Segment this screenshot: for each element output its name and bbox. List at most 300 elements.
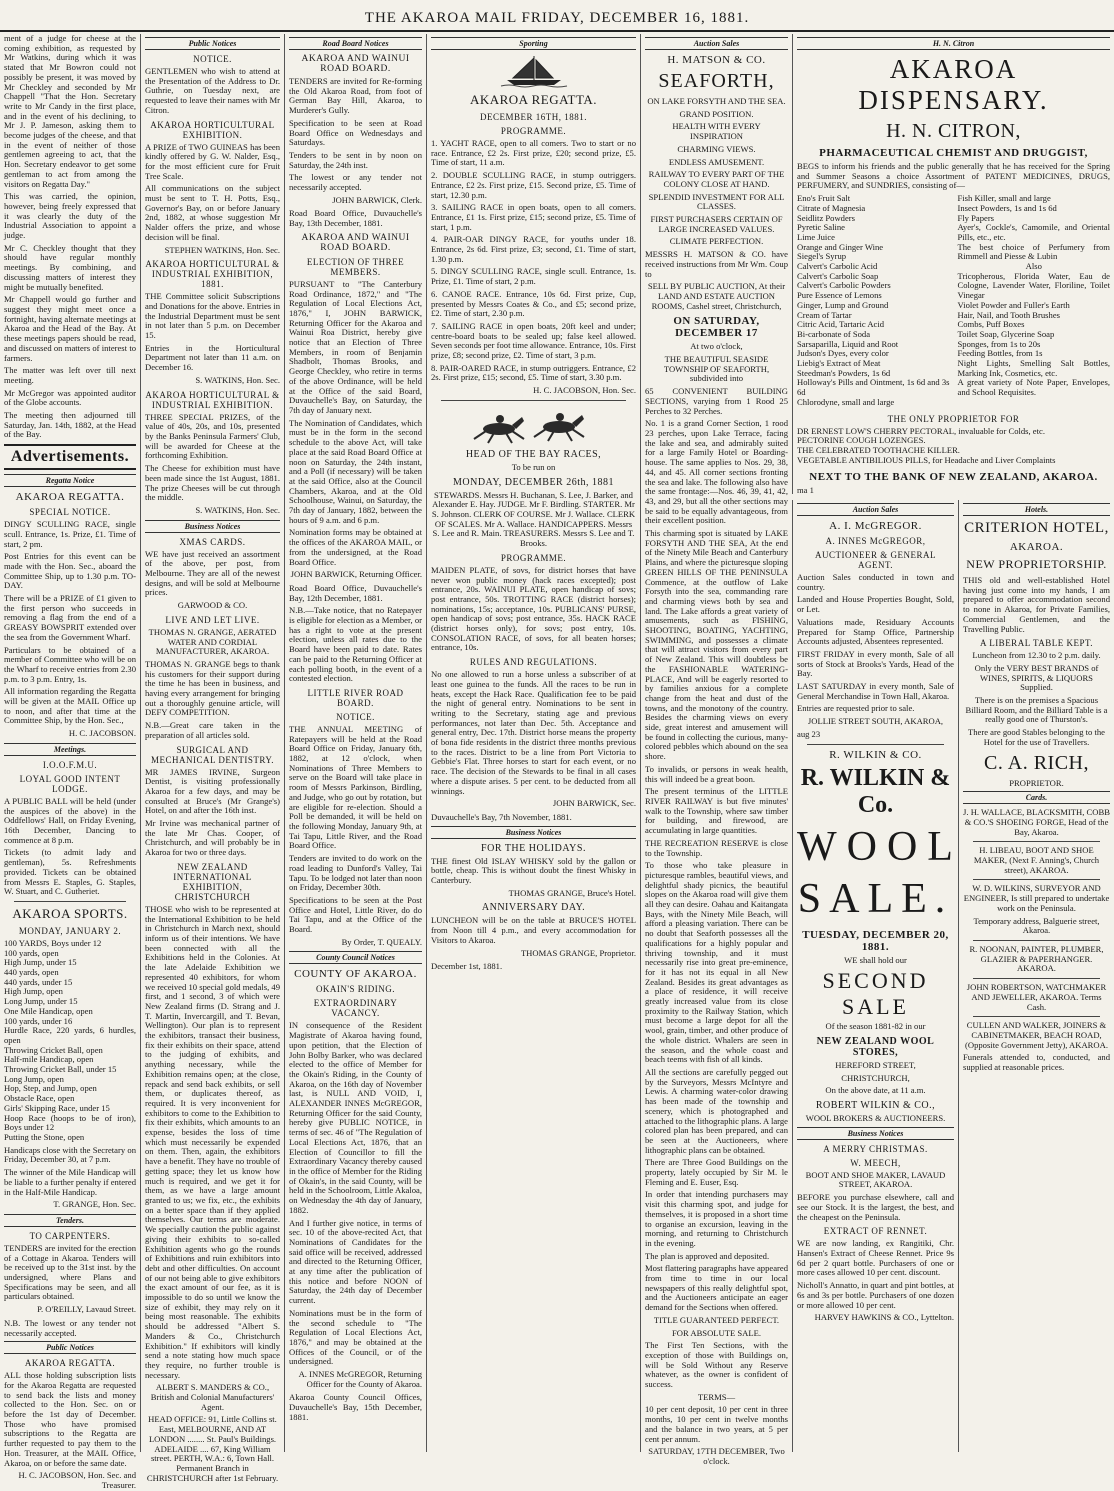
ad-title: H. N. CITRON,: [886, 120, 1021, 142]
list-item: Judson's Dyes, every color: [797, 348, 889, 359]
list-item: Ayer's, Cockle's, Camomile, and Oriental Pills, etc., etc.: [957, 222, 1110, 242]
ad-text: RAILWAY TO EVERY PART OF THE COLONY CLOSE AT HAND.: [648, 169, 785, 189]
divider: [973, 841, 1100, 842]
signature: JOHN BARWICK, Clerk.: [332, 194, 422, 205]
ad-text: SPLENDID INVESTMENT FOR ALL CLASSES.: [648, 191, 785, 212]
ad-text: Road Board Office, Duvauchelle's Bay, 12th December, 1881.: [289, 582, 422, 603]
section-header: Sporting: [431, 37, 636, 50]
signature: JOHN BARWICK, Returning Officer.: [290, 569, 422, 580]
ad-text: Nicholl's Annatto, in quart and pint bottles, at 6s and 3s per bottle. Purchasers of one dozen or more allowed 10 per cent.: [797, 1280, 954, 1310]
ad-subtitle: SPECIAL NOTICE.: [29, 507, 111, 518]
ad-subtitle: NOTICE.: [336, 711, 375, 722]
signature: P. O'REILLY, Lavaud Street.: [37, 1304, 136, 1315]
ad-text: Tenders to be sent in by noon on Saturday, the 24th inst.: [289, 149, 422, 170]
divider: [973, 879, 1100, 880]
ad-text: Most flattering paragraphs have appeared from time to time in our local newspapers of this really delightful spot, and the Auctioneers anticipate an eager demand for the Sections when offered.: [645, 1263, 788, 1313]
list-item: Ginger, Lump and Ground: [797, 299, 889, 310]
ad-text: Duvauchelle's Bay, 7th November, 1881.: [431, 811, 572, 822]
ad-text: To those who take pleasure in picturesque rambles, beautiful views, and delightful shady picnics, the beautiful slopes on the Akaroa road will give them all they can desire. Oahau and Kaitangata Bays, with the Ninety Mile Beach, will afford a pleasing variation. There can be no doubt that Seaforth possesses all the qualifications for a highly popular and thriving township, and it must necessarily rise into great pre-eminence, for it has not its equal in all New Zealand. Besides its great advantages as a place of residence, it will receive greatly increased value from its close proximity to the Railway Station, which must become a large depot for all the wool, grain, timber, and other produce of the whole district. Whalers are seen in the season, and the whole coast and beach teems with fish of all kinds.: [645, 860, 788, 1065]
list-item: 440 yards, open: [4, 967, 59, 978]
section-header: Road Board Notices: [289, 37, 422, 50]
list-item: Combs, Puff Boxes: [957, 319, 1025, 330]
ad-text: BOOT AND SHOE MAKER, LAVAUD STREET, AKAROA.: [805, 1169, 946, 1190]
ad-text: Nomination forms may be obtained at the offices of the AKAROA MAIL, or from the undersigned, at the Road Board Office.: [289, 527, 422, 567]
ad-headline: SALE.: [797, 875, 954, 922]
ad-text: CLIMATE PERFECTION.: [669, 236, 764, 247]
business-card: W. D. WILKINS, SURVEYOR AND ENGINEER, Is still prepared to undertake work on the Peninsula.: [963, 883, 1110, 913]
ad-text: There will be a PRIZE of £1 given to the first person who succeeds in removing a flag from the end of a GREASY BOWSPRIT extended over the sea from the Government Wharf.: [4, 593, 136, 642]
column-7: [792, 500, 963, 1452]
ad-text: THIS old and well-established Hotel having just come into my hands, I am prepared to offer accommodation second to none in Akaroa, for Private Families, Commercial Gentlemen, and the Travelling Public.: [963, 575, 1110, 634]
ad-subtitle: ROBERT WILKIN & CO.,: [815, 1100, 936, 1112]
ad-subtitle: THOMAS N. GRANGE, AERATED WATER AND CORDIAL MANUFACTURER, AKAROA.: [148, 626, 277, 657]
ad-text: There are good Stables belonging to the Hotel for the use of Travellers.: [968, 727, 1105, 747]
ad-text: And I further give notice, in terms of sec. 10 of the above-recited Act, that Nominations of Candidates for the said office will be received, addressed and directed to the Returning Officer, at any time after the publication of this notice and before NOON of Saturday, the 24th day of December current.: [289, 1217, 422, 1306]
business-card: CULLEN AND WALKER, JOINERS & CABINETMAKER, BEACH ROAD, (Opposite Government Jetty), AKAROA.: [965, 1020, 1108, 1050]
list-item: Citric Acid, Tartaric Acid: [797, 319, 885, 330]
list-item: Half-mile Handicap, open: [4, 1054, 94, 1065]
signature: GARWOOD & CO.: [177, 600, 248, 611]
article-paragraph: The meeting then adjourned till Saturday, Jan. 14th, 1882, at the Head of the Bay.: [4, 410, 136, 440]
divider: [973, 978, 1100, 979]
list-item: Hoop Race (hoops to be of iron), Boys under 12: [4, 1112, 136, 1133]
ad-subtitle: PHARMACEUTICAL CHEMIST AND DRUGGIST,: [819, 147, 1088, 159]
article-paragraph: Mr Chappell would go further and suggest they might meet once a fortnight, having alternate meetings at Akaroa and the Head of the Bay. At these meetings papers should be read, and discussed on matters of interest to farmers.: [4, 294, 136, 363]
ad-text: DR ERNEST LOW'S CHERRY PECTORAL, invaluable for Colds, etc.: [797, 425, 1045, 436]
list-item: Calvert's Carbolic Soap: [797, 270, 879, 281]
ad-title: COUNTY OF AKAROA.: [294, 968, 417, 981]
ad-text: ON LAKE FORSYTH AND THE SEA.: [647, 96, 786, 106]
section-header: Business Notices: [797, 1127, 954, 1140]
ad-text: There are Three Good Buildings on the property, lately occupied by Sir M. le Fleming and E. Euser, Esq.: [645, 1157, 788, 1187]
ad-text: THOMAS N. GRANGE begs to thank his customers for their support during the time he has been in business, and having every arrangement for bringing out a thoroughly genuine article, will DEFY COMPETITION.: [145, 658, 280, 718]
ad-headline: WOOL: [797, 823, 963, 870]
ad-subtitle: EXTRAORDINARY VACANCY.: [313, 998, 398, 1019]
product-list-right: [958, 194, 1111, 407]
article-paragraph: Mr C. Checkley thought that they should have regular monthly meetings. By combining, and discussing matters of interest they might be mutually benefited.: [4, 242, 136, 292]
section-header: Business Notices: [145, 520, 280, 533]
ad-title: H. MATSON & CO.: [667, 54, 766, 66]
ad-text: THE Committee solicit Subscriptions and Donations for the above. Entries in the Industrial Department must be sent in not later than 5 p.m. on December 15.: [145, 291, 280, 341]
list-item: Siegel's Syrup: [797, 251, 847, 262]
list-item: Girls' Skipping Race, under 15: [4, 1102, 110, 1113]
list-item: Citrate of Magnesia: [797, 202, 866, 213]
ad-text: Particulars to be obtained of a member of Committee who will be on the Wharf to receive entries from 2.30 p.m. to 3 p.m. Entry, 1s.: [4, 644, 136, 684]
column-1: [0, 33, 140, 1490]
ad-title: AKAROA HORTICULTURAL EXHIBITION.: [150, 119, 275, 140]
list-item: 440 yards, under 15: [4, 976, 73, 987]
ad-text: At two o'clock,: [690, 341, 743, 352]
ad-text: FIRST FRIDAY in every month, Sale of all sorts of Stock at Brooks's Yards, Head of the Bay.: [797, 648, 954, 679]
list-item: Calvert's Carbolic Powders: [797, 280, 891, 291]
list-item: Steedman's Powders, 1s 6d: [797, 367, 891, 378]
ad-title: LITTLE RIVER ROAD BOARD.: [307, 687, 404, 708]
ad-text: 10 per cent deposit, 10 per cent in three months, 10 per cent in twelve months and the balance in two years, at 5 per cent per annum.: [645, 1404, 788, 1444]
ad-headline: ON SATURDAY, DECEMBER 17: [673, 315, 760, 340]
ad-text: aug 23: [797, 728, 821, 739]
ad-text: Entries are requested prior to sale.: [797, 703, 915, 714]
masthead: [0, 0, 1114, 32]
ad-text: WE shall hold our: [844, 954, 907, 965]
ad-text: All information regarding the Regatta will be given at the MAIL Office up to noon, and after that time at the Committee Ship, by the Hon. Sec.,: [4, 686, 136, 726]
ad-title: FOR THE HOLIDAYS.: [481, 842, 586, 854]
citron-advert: [792, 34, 1114, 494]
product-lists: [797, 194, 1110, 407]
ad-text: MESSRS H. MATSON & CO. have received instructions from Mr Wm. Coup to: [645, 249, 788, 279]
ad-text: FOR ABSOLUTE SALE.: [671, 1327, 762, 1338]
list-item: 2. DOUBLE SCULLING RACE, in stump outriggers. Entrance, £2 2s. First prize, £15. Second prize, £5. Time of start, 12.30 p.m.: [431, 170, 636, 200]
list-item: High Jump, open: [4, 986, 63, 997]
list-item: Tricopherous, Florida Water, Eau de Cologne, Lavender Water, Floriline, Toilet Vinegar: [957, 270, 1110, 301]
ad-subtitle: AKAROA.: [1009, 541, 1064, 553]
ad-text: THE CELEBRATED TOOTHACHE KILLER.: [797, 444, 960, 455]
list-item: Fish Killer, small and large: [957, 193, 1051, 204]
list-item: 8. PAIR-OARED RACE, in stump outriggers. Entrance, £2 2s. First prize, £15; second, £5. Time of start, 3.30 p.m.: [431, 362, 636, 383]
ad-text: The plan is approved and deposited.: [645, 1250, 770, 1261]
list-item: The best choice of Perfumery from Rimmell and Piesse & Lubin: [957, 241, 1110, 262]
list-item: Seidlitz Powders: [797, 212, 856, 223]
article-paragraph: The matter was left over till next meeting.: [4, 365, 136, 385]
list-item: Holloway's Pills and Ointment, 1s 6d and 3s 6d: [797, 377, 950, 398]
column-5: [640, 34, 792, 1466]
ad-title: AKAROA HORTICULTURAL & INDUSTRIAL EXHIBITION.: [145, 389, 280, 410]
article-paragraph: This was carried, the opinion, however, being freely expressed that it was clearly the duty of the Industrial Association to appoint a judge.: [4, 191, 136, 241]
list-item: Pyretic Saline: [797, 222, 845, 233]
ad-text: Only the VERY BEST BRANDS of WINES, SPIRITS, & LIQUORS Supplied.: [974, 662, 1099, 693]
list-item: Throwing Cricket Ball, open: [4, 1044, 103, 1055]
ad-text: Valuations made, Residuary Accounts Prepared for Stamp Office, Partnership Accounts adjusted, Absentees represented.: [797, 616, 954, 647]
ad-text: Of the season 1881-82 in our: [825, 1021, 926, 1032]
ad-text: FIRST PURCHASERS CERTAIN OF LARGE INCREASED VALUES.: [650, 214, 783, 234]
ad-text: No. 1 is a grand Corner Section, 1 rood 23 perches, upon Lake Terrace, facing the lake and sea, and admirably suited for a large Family Hotel or Boarding-house. The same applies to Nos. 29, 38, 44, and 45. All corner sections fronting the sea and lake. The following also have the same frontage:—Nos. 46, 39, 41, 42, 43, and 29, but all the other sections may be said to be equally advantageous, from their excellent position.: [645, 418, 788, 526]
ad-subtitle: MONDAY, JANUARY 2.: [18, 925, 122, 936]
officials-list: STEWARDS. Messrs H. Buchanan, S. Lee, J. Barker, and Alexander E. Hay. JUDGE. Mr F. Birdling. STARTER. Mr S. Johnson. CLERK OF COURSE. Mr J. Wallace. CLERK OF SCALES. Mr A. Wallace. HANDICAPPERS. Messrs S. Lee and R. Main. TREASURERS. Messrs S. Lee and T. Brooks.: [431, 489, 636, 549]
column-3: [284, 34, 426, 1452]
section-header: H. N. Citron: [797, 37, 1110, 50]
ad-text: Entries in the Horticultural Department not later than 11 a.m. on December 16.: [145, 342, 280, 373]
ad-text: The winner of the Mile Handicap will be liable to a further penalty if entered in the Half-Mile Handicap.: [4, 1167, 136, 1197]
ad-text: ENDLESS AMUSEMENT.: [668, 156, 765, 167]
list-item: Throwing Cricket Ball, under 15: [4, 1064, 117, 1075]
ad-text: HEREFORD STREET,: [835, 1059, 916, 1070]
ad-text: BEGS to inform his friends and the public generally that he has received for the Spring and Summer Seasons a choice Assortment of PATENT MEDICINES, DRUGS, PERFUMERY, and SUNDRIES, consisting of—: [797, 161, 1110, 191]
ad-text: THE BEAUTIFUL SEASIDE TOWNSHIP OF SEAFORTH, subdivided into: [663, 354, 770, 384]
list-item: Insect Powders, 1s and 1s 6d: [957, 202, 1057, 213]
ad-text: Nominations must be in the form of the second schedule to "The Regulation of Local Elections Act, 1876," and may be obtained at the Offices of the Council, or of the undersigned.: [289, 1307, 422, 1367]
ad-text: The present terminus of the LITTLE RIVER RAILWAY is but five minutes' walk to the Township, where saw timber for building, and firewood, are accumulating in large quantities.: [645, 786, 788, 836]
list-item: Bi-carbonate of Soda: [797, 328, 871, 339]
list-item: Cream of Tartar: [797, 309, 852, 320]
ad-title: AKAROA REGATTA.: [469, 92, 598, 107]
section-header: Auction Sales: [645, 37, 788, 50]
ad-headline: SEAFORTH,: [658, 70, 775, 92]
ad-text: GRAND POSITION.: [679, 108, 754, 119]
ad-text: Post Entries for this event can be made with the Hon. Sec., aboard the Committee Ship, up to 1.30 p.m. TO-DAY.: [4, 551, 136, 591]
ad-subtitle: A. INNES McGREGOR,: [825, 536, 926, 546]
ad-text: WE have just received an assortment of the above, per post, from Melbourne. They are all of the newest designs, and will be sold at Melbourne prices.: [145, 548, 280, 598]
section-header: Cards.: [963, 791, 1110, 804]
list-item: 6. CANOE RACE. Entrance, 10s 6d. First prize, Cup, presented by Messrs Coates & Co., and £5; second prize, £2. Time of start, 2.30 p.m.: [431, 288, 636, 319]
section-header: Tenders.: [4, 1214, 136, 1227]
ad-text: Road Board Office, Duvauchelle's Bay, 13th December, 1881.: [289, 208, 422, 229]
list-item: Feeding Bottles, from 1s: [957, 348, 1043, 359]
column-4: [426, 34, 640, 1452]
ad-text: BEFORE you purchase elsewhere, call and see our Stock. It is the largest, the best, and the cheapest on the Peninsula.: [797, 1192, 954, 1222]
ad-subtitle: DECEMBER 16TH, 1881.: [479, 112, 587, 122]
list-item: Lime Juice: [797, 231, 835, 242]
ad-text: WE are now landing, ex Rangitiki, Chr. Hansen's Extract of Cheese Rennet. Price 9s 6d per 2 quart bottle. Purchasers of one or more cases allowed 10 per cent. discount.: [797, 1238, 954, 1278]
ad-text: LAST SATURDAY in every month, Sale of General Merchandise in Town Hall, Akaroa.: [797, 681, 954, 701]
list-item: Calvert's Carbolic Acid: [797, 261, 878, 272]
signature: THOMAS GRANGE, Proprietor.: [520, 947, 636, 958]
product-list-left: [797, 194, 950, 407]
list-item: One Mile Handicap, open: [4, 1005, 93, 1016]
list-item: 4. PAIR-OAR DINGY RACE, for youths under 18. Entrance, 2s 6d. First prize, £3; second, £1. Time of start, 1.30 p.m.: [431, 234, 636, 264]
signature: THOMAS GRANGE, Bruce's Hotel.: [508, 887, 636, 898]
column-2: [140, 34, 284, 1483]
ad-text: Specifications to be seen at the Post Office and Hotel, Little River, do do Tai Tapu, and at the Office of the Board.: [289, 894, 422, 935]
ad-title: I.O.O.F.M.U.: [42, 759, 98, 770]
ad-text: THE RECREATION RESERVE is close to the Township.: [645, 837, 788, 858]
ad-text: MR JAMES IRVINE, Surgeon Dentist, is visiting professionally Akaroa for a few days, and may be consulted at Bruce's (Mr Grange's) Hotel, on and after the 16th inst.: [145, 766, 280, 816]
list-item: Also: [1025, 261, 1042, 272]
ad-text: A PRIZE of TWO GUINEAS has been kindly offered by G. W. Nalder, Esq., for the most efficient cure for Fruit Tree Scale.: [145, 141, 280, 181]
ad-title: AKAROA AND WAINUI ROAD BOARD.: [301, 232, 410, 253]
ad-text: DINGY SCULLING RACE, single scull. Entrance, 1s. Prize, £1. Time of start, 2 pm.: [4, 519, 136, 549]
list-item: Violet Powder and Fuller's Earth: [957, 299, 1070, 310]
ad-text: ma 1: [797, 485, 814, 496]
divider: [973, 1016, 1100, 1017]
list-item: Night Lights, Smelling Salt Bottles, Marking Ink, Cosmetics, etc.: [957, 358, 1110, 378]
sailboat-illustration: [499, 54, 569, 88]
ad-text: LUNCHEON will be on the table at BRUCE'S HOTEL from Noon till 4 p.m., and every accommodation for Visitors to Akaroa.: [431, 915, 636, 945]
ad-text: On the above date, at 11 a.m.: [825, 1085, 926, 1096]
ad-title: ANNIVERSARY DAY.: [481, 902, 586, 914]
business-card: R. NOONAN, PAINTER, PLUMBER, GLAZIER & PAPERHANGER. AKAROA.: [969, 943, 1104, 974]
divider: [441, 400, 626, 401]
ad-title: XMAS CARDS.: [179, 536, 246, 547]
ad-text: WOOL BROKERS & AUCTIONEERS.: [805, 1113, 946, 1124]
list-item: Sarsaparilla, Liquid and Root: [797, 338, 899, 349]
ad-text: 65 CONVENIENT BUILDING SECTIONS, varying from 1 Rood 25 Perches to 32 Perches.: [645, 386, 788, 416]
list-item: Long Jump, under 15: [4, 996, 78, 1007]
signature: S. WATKINS, Hon. Sec.: [195, 374, 280, 385]
list-item: High Jump, under 15: [4, 957, 77, 968]
list-item: Long Jump, open: [4, 1073, 64, 1084]
ad-text: Temporary address, Balguerie street, Akaroa.: [973, 915, 1100, 936]
list-item: Toilet Soap, Glycerine Soap: [957, 328, 1055, 339]
ad-text: THREE SPECIAL PRIZES, of the value of 40s, 20s, and 10s, presented by the Banks Peninsula Farmers' Club, will be awarded for Cheese at the forthcoming Exhibition.: [145, 411, 280, 461]
ad-subtitle: A LIBERAL TABLE KEPT.: [979, 638, 1094, 649]
ad-title: CRITERION HOTEL,: [964, 520, 1109, 536]
ad-text: In order that intending purchasers may visit this charming spot, and judge for themselves, it is proposed in a short time to organise an excursion, leaving in the morning, and returning to Christchurch in the evening.: [645, 1189, 788, 1248]
article-paragraph: Mr McGregor was appointed auditor of the Globe accounts.: [4, 387, 136, 408]
signature: A. INNES McGREGOR, Returning Officer for the County of Akaroa.: [298, 1369, 422, 1389]
ad-title: AKAROA HORTICULTURAL & INDUSTRIAL EXHIBITION, 1881.: [145, 259, 280, 290]
ad-text: All the sections are carefully pegged out by the Surveyors, Messrs McIntyre and Lewis. A charming water-color drawing has been made of the township and scenery, which is photographed and attached to the lithographic plans. A large colored plan has been prepared, and can be seen at the Auctioneers, where lithographic plans can be obtained.: [645, 1066, 788, 1155]
ad-text: Specification to be seen at Road Board Office on Wednesdays and Saturdays.: [289, 117, 422, 148]
signature: S. WATKINS, Hon. Sec.: [195, 504, 280, 515]
ad-text: The lowest or any tender not necessarily accepted.: [289, 172, 422, 193]
ad-text: TERMS—: [697, 1391, 736, 1402]
divider: [14, 901, 126, 902]
ad-text: CHRISTCHURCH,: [841, 1072, 910, 1083]
signature: H. C. JACOBSON, Hon. Sec. and Treasurer.: [18, 1470, 136, 1490]
section-header: Meetings.: [4, 743, 136, 756]
ad-text: To invalids, or persons in weak health, this will indeed be a great boon.: [645, 763, 788, 784]
advertisements-heading: Advertisements.: [4, 444, 136, 470]
list-item: Fly Papers: [957, 212, 995, 223]
list-item: A great variety of Note Paper, Envelopes, and School Requisites.: [957, 377, 1110, 398]
ad-text: To be run on: [511, 461, 556, 472]
column-8: [958, 500, 1114, 1452]
ad-title: NOTICE.: [193, 54, 232, 64]
ad-text: PURSUANT to "The Canterbury Road Ordinance, 1872," and "The Regulation of Local Elections Act, 1876," I, JOHN BARWICK, Returning Officer for the Akaroa and Wainui Roa District, hereby give notice that an Election of Three Members, in room of Benjamin Shadbolt, Thomas Brooks, and George Checkley, who retire in terms of the above Ordinance, will be held at the Office of the said Board, Duvauchelle's Bay, on Saturday, the 7th day of January next.: [289, 278, 422, 415]
ad-text: The Nomination of Candidates, which must be in the form in the second schedule to the above Act, will take place at the said Road Board Office at noon on Saturday, the 24th instant, and a Poll (if necessary) will be taken at the said Office, also at the Council Chambers, Akaroa, and at the Old Schoolhouse, Wainui, on Saturday, the 7th day of January, 1882, between the hours of 9 a.m. and 6 p.m.: [289, 417, 422, 525]
ad-title: LIVE AND LET LIVE.: [165, 614, 260, 625]
ad-text: HEALTH WITH EVERY INSPIRATION: [672, 121, 761, 142]
section-header: Public Notices: [4, 1341, 136, 1354]
ad-text: N.B.—Great care taken in the preparation of all articles sold.: [145, 720, 280, 740]
list-item: 1. YACHT RACE, open to all comers. Two to start or no race. Entrance, £2 2s. First prize, £20; second prize, £5. Time of start, 11 a.m.: [431, 138, 636, 168]
list-item: 100 yards, under 16: [4, 1015, 73, 1026]
masthead-title: THE AKAROA MAIL FRIDAY, DECEMBER 16, 1881.: [364, 10, 750, 26]
list-item: Hurdle Race, 220 yards, 6 hurdles, open: [4, 1025, 136, 1045]
events-list: [4, 939, 136, 1143]
ad-title: AKAROA REGATTA.: [24, 1358, 116, 1369]
list-item: Chlorodyne, small and large: [797, 396, 895, 407]
ad-text: N.B. The lowest or any tender not necessarily accepted.: [4, 1317, 136, 1338]
ad-text: Landed and House Properties Bought, Sold, or Let.: [797, 594, 954, 615]
ad-text: The Cheese for exhibition must have been made since the 1st August, 1881. The prize Cheeses will be cut through the middle.: [145, 463, 280, 503]
list-item: Sponges, from 1s to 20s: [957, 338, 1041, 349]
ad-text: Tickets (to admit lady and gentleman), 5s. Refreshments provided. Tickets can be obtained from Messrs E. Staples, G. Staples, W. Stuart, and C. Gutheriet.: [4, 847, 136, 897]
ad-text: THE ANNUAL MEETING of Ratepayers will be held at the Road Board Office on Friday, January 6th, 1882, at 12 o'clock, when Nominations of Three Members to serve on the Board will take place in room of Messrs Parkinson, Birdling, and Judge, who go out by rotation, but are eligible for re-election. Should a Poll be demanded, it will be held on the following Monday, January 9th, at Tai Tapu, Little River, and the Road Board Office.: [289, 723, 422, 851]
business-card: H. LIBEAU, BOOT AND SHOE MAKER, (Next F. Anning's, Church street), AKAROA.: [973, 845, 1100, 875]
signature: T. GRANGE, Hon. Sec.: [53, 1199, 136, 1210]
ad-text: THE finest Old ISLAY WHISKY sold by the gallon or bottle, cheap. This is without doubt the finest Whisky in Canterbury.: [431, 855, 636, 886]
ad-footer: NEXT TO THE BANK OF NEW ZEALAND, AKAROA.: [809, 471, 1098, 484]
ad-title: HEAD OF THE BAY RACES,: [465, 448, 602, 460]
ad-text: Tenders are invited to do work on the road leading to Dunford's Valley, Tai Tapu. To be lodged not later than noon on Friday, December 30th.: [289, 853, 422, 893]
ad-text: N.B.—Take notice, that no Ratepayer is eligible for election as a Member, or has a right to vote at the present election, unless all rates due to the Board have been paid to date. Rates can be paid to the Returning Officer at each polling booth, in the event of a contested election.: [289, 605, 422, 684]
ad-subtitle: NEW ZEALAND WOOL STORES,: [816, 1035, 935, 1058]
ad-text: SATURDAY, 17TH DECEMBER, Two o'clock.: [648, 1446, 785, 1466]
list-item: Putting the Stone, open: [4, 1131, 85, 1142]
ad-text: Funerals attended to, conducted, and supplied at reasonable prices.: [963, 1052, 1110, 1073]
ad-subtitle: W. MEECH,: [850, 1157, 901, 1168]
section-header: Auction Sales: [797, 503, 954, 516]
ad-text: Akaroa County Council Offices, Duvauchelle's Bay, 15th December, 1881.: [289, 1392, 422, 1422]
ad-text: VEGETABLE ANTIBILIOUS PILLS, for Headache and Liver Complaints: [797, 454, 1056, 465]
ad-text: GENTLEMEN who wish to attend at the Presentation of the Address to Dr. Guthrie, on Tuesday next, are requested to leave their names with Mr Citron.: [145, 66, 280, 115]
section-header: Regatta Notice: [4, 474, 136, 487]
list-item: Liebig's Extract of Meat: [797, 358, 881, 369]
ad-subtitle: PROGRAMME.: [500, 552, 567, 563]
ad-subtitle: ALBERT S. MANDERS & CO., British and Colonial Manufacturers' Agent.: [150, 1382, 275, 1412]
ad-text: A PUBLIC BALL will be held (under the auspices of the above) in the Oddfellows' Hall, on Friday Evening, 16th December, Dancing to commence at 8 p.m.: [4, 795, 136, 845]
section-header: Public Notices: [145, 37, 280, 50]
ad-title: NEW ZEALAND INTERNATIONAL EXHIBITION, CHRISTCHURCH: [173, 861, 252, 902]
article-paragraph: ment of a judge for cheese at the coming exhibition, as requested by Mr Watkins, during which it was stated that Mr Bowron could not possibly be present, it was moved by Mr Checkley and seconded by Mr Chappell "That the Hon. Secretary write to Mr Candy in the first place, and in the event of his declining, to Mr J. P. Jameson, asking them to become judges of the cheese, and that in the event of neither of those gentlemen agreeing to act, that the Hon. Secretary endeavor to get some gentleman to act from among the visitors on Regatta Day.": [4, 33, 136, 189]
ad-text: No one allowed to run a horse unless a subscriber of at least one guinea to the funds. All the races to be run in heats, except the Hack Race. Qualification fee to be paid the night of general entry. Nominations to be sent in writing to the Secretary, stating age and previous performances, not later than Dec. 5th. Acceptance and general entry, Dec. 17th. District horse means the property of bona fide residents in the district three months previous to the races. District to be a line from Port Victoria to Gebbie's Flat. Three horses to start for each event, or no race. The decision of the Stewards to be final in all cases where a dispute arises. 5 per cent. to be deducted from all winnings.: [431, 669, 636, 796]
ad-text: This charming spot is situated by LAKE FORSYTH AND THE SEA, At the end of the Ninety Mile Beach and Canterbury Plains, and where the picturesque sloping GREEN HILLS OF THE PENINSULA Commence, at the outflow of Lake Forsyth into the sea, commanding rare and charming views both by sea and land. The Lake affords a great variety of amusements, such as FISHING, SHOOTING, BOATING, YACHTING, SWIMMING, and possesses a climate that will attract visitors from every part of New Zealand. This will doubtless be the FASHIONABLE WATERING-PLACE, And will be eagerly resorted to by families anxious for a complete change from the heat and dust of the towns, and the monotony of the country. Besides the charming views on every side, great interest and amusement will be found in collecting the curious, many-colored pebbles which abound on the sea shore.: [645, 528, 788, 762]
business-card: JOHN ROBERTSON, WATCHMAKER AND JEWELLER, AKAROA. Terms Cash.: [966, 982, 1107, 1012]
ad-text: TENDERS are invited for Re-forming the Old Akaroa Road, from foot of German Bay Hill, Akaroa, to Murderer's Gully.: [289, 76, 422, 116]
ad-title: AKAROA REGATTA.: [15, 491, 125, 504]
section-header: Hotels.: [963, 503, 1110, 516]
ad-title: AKAROA AND WAINUI ROAD BOARD.: [301, 54, 410, 74]
list-item: 100 YARDS, Boys under 12: [4, 937, 102, 948]
ad-text: There is on the premises a Spacious Billiard Room, and the Billiard Table is a really good one of Thurston's.: [965, 695, 1108, 725]
horse-race-illustration: [464, 405, 604, 445]
list-item: 7. SAILING RACE in open boats, 20ft keel and under; centre-board boats to be sealed up; false keel allowed. Seven seconds per foot time allowance. Entrance, 10s. First prize, £8; second prize, £2. Time of start, 3 p.m.: [431, 320, 636, 361]
ad-title: A MERRY CHRISTMAS.: [823, 1143, 928, 1154]
list-item: Pure Essence of Lemons: [797, 290, 882, 301]
ad-text: CHARMING VIEWS.: [677, 143, 756, 154]
section-header: County Council Notices: [289, 951, 422, 964]
signature: By Order, T. QUEALY.: [341, 936, 422, 947]
ad-subtitle: OKAIN'S RIDING.: [315, 984, 396, 995]
ad-subtitle: THE ONLY PROPRIETOR FOR: [887, 413, 1020, 424]
ad-text: Handicaps close with the Secretary on Friday, December 30, at 7 p.m.: [4, 1144, 136, 1165]
divider: [807, 744, 944, 745]
business-card: J. H. WALLACE, BLACKSMITH, COBB & CO.'S SHOEING FORGE, Head of the Bay, Akaroa.: [963, 807, 1110, 837]
ad-text: IN consequence of the Resident Magistrate of Akaroa having found, upon petition, that the Election of John Bolby Barker, who was declared elected to the office of Member for the Okain's Riding, in the County of Akaroa, on the 16th day of November last, is NULL AND VOID, I, ALEXANDER INNES McGREGOR, Returning Officer for the said County, hereby give PUBLIC NOTICE, in terms of sec. 46 of "The Regulation of Local Elections Act, 1876, that an Election of Councillor to fill the Extraordinary Vacancy thereby caused in the office of Member for the Riding of Okain's, in the said County, will be held in the Schoolroom, Little Akaloa, on Wednesday the 4th day of January, 1882.: [289, 1020, 422, 1215]
ad-subtitle: LOYAL GOOD INTENT LODGE.: [19, 773, 121, 794]
signature: STEPHEN WATKINS, Hon. Sec.: [164, 244, 280, 255]
ad-text: All communications on the subject must be sent to T. H. Potts, Esq., Governor's Bay, on or before January 2nd, 1882, at whose suggestion Mr Nalder offers the prize, and whose decision will be final.: [145, 183, 280, 242]
ad-date: TUESDAY, DECEMBER 20, 1881.: [802, 928, 949, 953]
ad-text: HEAD OFFICE: 91, Little Collins st. East, MELBOURNE, AND AT LONDON ........ St. Paul's Buildings. ADELAIDE .... 67, King William street. PERTH, W.A.: 6, Town Hall. Permanent Branch in CHRISTCHURCH after 1st February.: [146, 1414, 279, 1483]
ad-text: JOLLIE STREET SOUTH, AKAROA,: [807, 716, 944, 727]
list-item: Hop, Step, and Jump, open: [4, 1083, 97, 1094]
section-header: Business Notices: [431, 826, 636, 839]
ad-title: TO CARPENTERS.: [29, 1230, 111, 1241]
signature: H. C. JACOBSON.: [68, 728, 136, 739]
ad-title: EXTRACT OF RENNET.: [823, 1226, 928, 1237]
list-item: 3. SAILING RACE in open boats, open to all comers. Entrance, £1 1s. First prize, £15; second prize, £5. Time of start, 1 p.m.: [431, 202, 636, 232]
ad-text: Mr Irvine was mechanical partner of the late Mr Chas. Cooper, of Christchurch, and will probably be in Akaroa for two or three days.: [145, 818, 280, 858]
ad-text: Luncheon from 12.30 to 2 p.m. daily.: [972, 650, 1101, 661]
ad-text: TITLE GUARANTEED PERFECT.: [653, 1314, 780, 1325]
ad-text: Auction Sales conducted in town and country.: [797, 572, 954, 592]
ad-text: PROPRIETOR.: [1009, 777, 1064, 788]
ad-text: The First Ten Sections, with the exception of those with Buildings on, will be Sold Without any Reserve whatever, as the owner is confident of success.: [645, 1340, 788, 1390]
signature: H. C. JACOBSON, Hon. Sec.: [533, 385, 636, 396]
signature: JOHN BARWICK, Sec.: [552, 798, 636, 809]
ad-headline: R. WILKIN & Co.: [800, 764, 951, 818]
ad-text: THOSE who wish to be represented at the International Exhibition to be held in Christchurch in March next, should inform us of their intentions. We have been connected with all the Exhibitions held in the Colonies. At the late Adelaide Exhibition we represented 40 exhibitors, for whom we received 10 special gold medals, 49 first, and 1 second, 3 of which were New Zealand firms (D. Strang and J. T. Martin, Invercargill, and T. Bevan, Wellington). Our plan is to represent the exhibitors, transact their business, fix their exhibits on their space, attend to the judging of exhibits, and anything necessary, while the Exhibition remains open; at the close, repack and send back exhibits, or sell them, or duplicates thereof, as required. It is very inconvenient for exhibitors to come to the Exhibition to fix their exhibits, which amounts to an expense, besides the loss of time which must necessarily be expended on them. Then, again, the exhibitors have a benefit. They have no trouble of getting space; they let us know how much is required, and we get it for them, as we have a large amount granted to us; we fix, etc., the exhibits on a better space than if they applied themselves. Our terms are moderate. We specially caution the public against giving their exhibits to so-called Exhibition agents who go the rounds of Exhibitions and ruin exhibitors into debt and other difficulties. On account of our not being able to give exhibitors the exact amount of our fee, as it is impossible to do so until we know the size of exhibit, they may rely on it being most reasonable. The exhibits should be addressed "Albert S. Manders & Co., Christchurch Exhibition." If exhibitors will kindly send a note stating how much space they require, no further trouble is necessary.: [145, 903, 280, 1380]
ad-text: SELL BY PUBLIC AUCTION, At their LAND AND ESTATE AUCTION ROOMS, Cashel street, Christchurch,: [647, 281, 786, 311]
ad-subtitle: NEW PROPRIETORSHIP.: [966, 557, 1107, 571]
ad-subtitle: PROGRAMME.: [500, 126, 567, 136]
ad-text: December 1st, 1881.: [431, 961, 503, 972]
ad-text: ALL those holding subscription lists for the Akaroa Regatta are requested to send back the lists and money collected to the Hon. Sec. on or before the 1st day of December. Those who have promised subscriptions to the Regatta are further requested to pay them to the Hon. Treasurer, at the MAIL Office, Akaroa, on or before the same date.: [4, 1370, 136, 1468]
list-item: 5. DINGY SCULLING RACE, single scull. Entrance, 1s. Prize, £1. Time of start, 2 p.m.: [431, 266, 636, 287]
ad-title: C. A. RICH,: [984, 751, 1089, 774]
ad-text: PECTORINE COUGH LOZENGES.: [797, 435, 926, 446]
signature: HARVEY HAWKINS & CO., Lyttelton.: [814, 1312, 954, 1323]
divider: [973, 940, 1100, 941]
list-item: Orange and Ginger Wine: [797, 241, 884, 252]
list-item: Hair, Nail, and Tooth Brushes: [957, 309, 1060, 320]
ad-headline: AKAROA DISPENSARY.: [858, 54, 1049, 115]
ad-headline: SECOND SALE: [822, 968, 929, 1020]
ad-text: TENDERS are invited for the erection of a Cottage in Akaroa. Tenders will be received up to the 31st inst. by the undersigned, where Plans and Specifications may be seen, and all particulars obtained.: [4, 1242, 136, 1302]
ad-title: R. WILKIN & CO.: [829, 748, 922, 761]
ad-subtitle: AUCTIONEER & GENERAL AGENT.: [815, 550, 936, 570]
